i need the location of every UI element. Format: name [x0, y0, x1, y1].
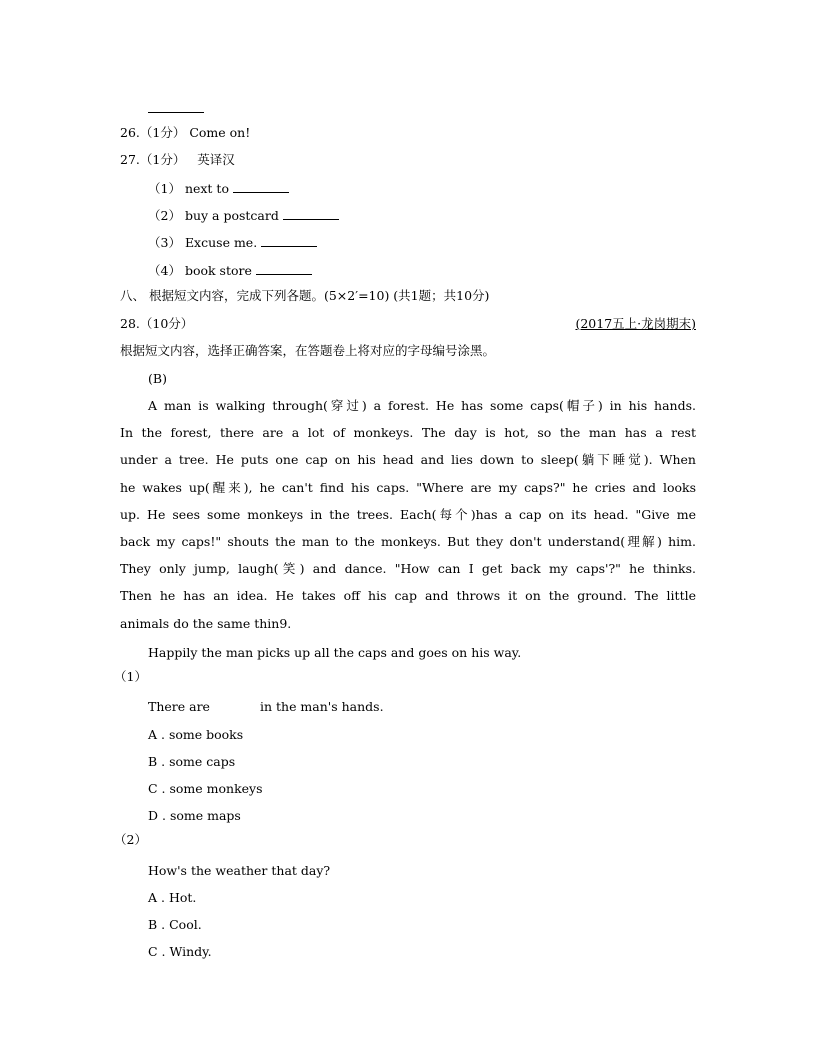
subquestion-2-stem: How's the weather that day? [148, 863, 331, 878]
question-27 [120, 152, 235, 168]
passage-line: animals do the same thin9. [120, 615, 292, 631]
subquestion-1-number: （1） [114, 669, 147, 684]
option-a[interactable]: A . some books [148, 727, 244, 742]
answer-blank-top [148, 100, 204, 117]
question-score: （1分） [139, 125, 186, 140]
answer-blank[interactable] [261, 234, 317, 247]
passage-line: back my caps!" shouts the man to the monkeys. But they don't understand(理解) him. [120, 534, 696, 550]
passage-line: he wakes up(醒来), he can't find his caps. "Where are my caps?" he cries and looks [120, 479, 696, 495]
question-score: （1分） [139, 152, 186, 167]
passage-line: In the forest, there are a lot of monkeys. The day is hot, so the man has a rest [120, 425, 696, 441]
question-score: （10分） [139, 316, 194, 331]
question-26 [120, 125, 250, 141]
answer-blank[interactable] [233, 180, 289, 193]
q27-item-2: （2） buy a postcard [148, 207, 339, 224]
reading-passage [120, 392, 696, 637]
question-source: (2017五上·龙岗期末) [575, 316, 696, 331]
passage-line: under a tree. He puts one cap on his head and lies down to sleep(躺下睡觉). When [120, 452, 696, 468]
subquestion-1-stem: There are in the man's hands. [148, 699, 384, 714]
option-b[interactable]: B . some caps [148, 754, 236, 769]
option-b[interactable]: B . Cool. [148, 917, 202, 932]
passage-line: Then he has an idea. He takes off his cap and throws it on the ground. The little [120, 588, 696, 604]
answer-blank[interactable] [256, 262, 312, 275]
q27-item-3: （3） Excuse me. [148, 234, 317, 251]
subquestion-2-number: （2） [114, 832, 147, 847]
passage-label: (B) [148, 371, 167, 386]
option-d[interactable]: D . some maps [148, 808, 241, 823]
section-8-title: 八、 根据短文内容，完成下列各题。(5×2′=10) (共1题；共10分) [120, 288, 490, 303]
q28-instruction: 根据短文内容，选择正确答案，在答题卷上将对应的字母编号涂黑。 [120, 343, 496, 358]
question-number: 27. [120, 152, 140, 167]
question-number: 26. [120, 125, 140, 140]
passage-line: They only jump, laugh(笑) and dance. "How can I get back my caps'?" he thinks. [120, 561, 696, 577]
option-a[interactable]: A . Hot. [148, 890, 197, 905]
passage-line: up. He sees some monkeys in the trees. Each(每个)has a cap on its head. "Give me [120, 506, 696, 522]
question-text: Come on! [189, 125, 251, 140]
q27-item-4: （4） book store [148, 262, 312, 279]
option-c[interactable]: C . some monkeys [148, 781, 263, 796]
question-28 [120, 316, 193, 332]
question-number: 28. [120, 316, 140, 331]
option-c[interactable]: C . Windy. [148, 944, 212, 959]
q27-item-1: （1） next to [148, 180, 289, 197]
passage-line: A man is walking through(穿过) a forest. He has some caps(帽子) in his hands. [148, 398, 696, 413]
answer-blank[interactable] [283, 207, 339, 220]
passage-last-paragraph: Happily the man picks up all the caps and goes on his way. [148, 645, 522, 660]
question-instruction: 英译汉 [197, 152, 235, 167]
